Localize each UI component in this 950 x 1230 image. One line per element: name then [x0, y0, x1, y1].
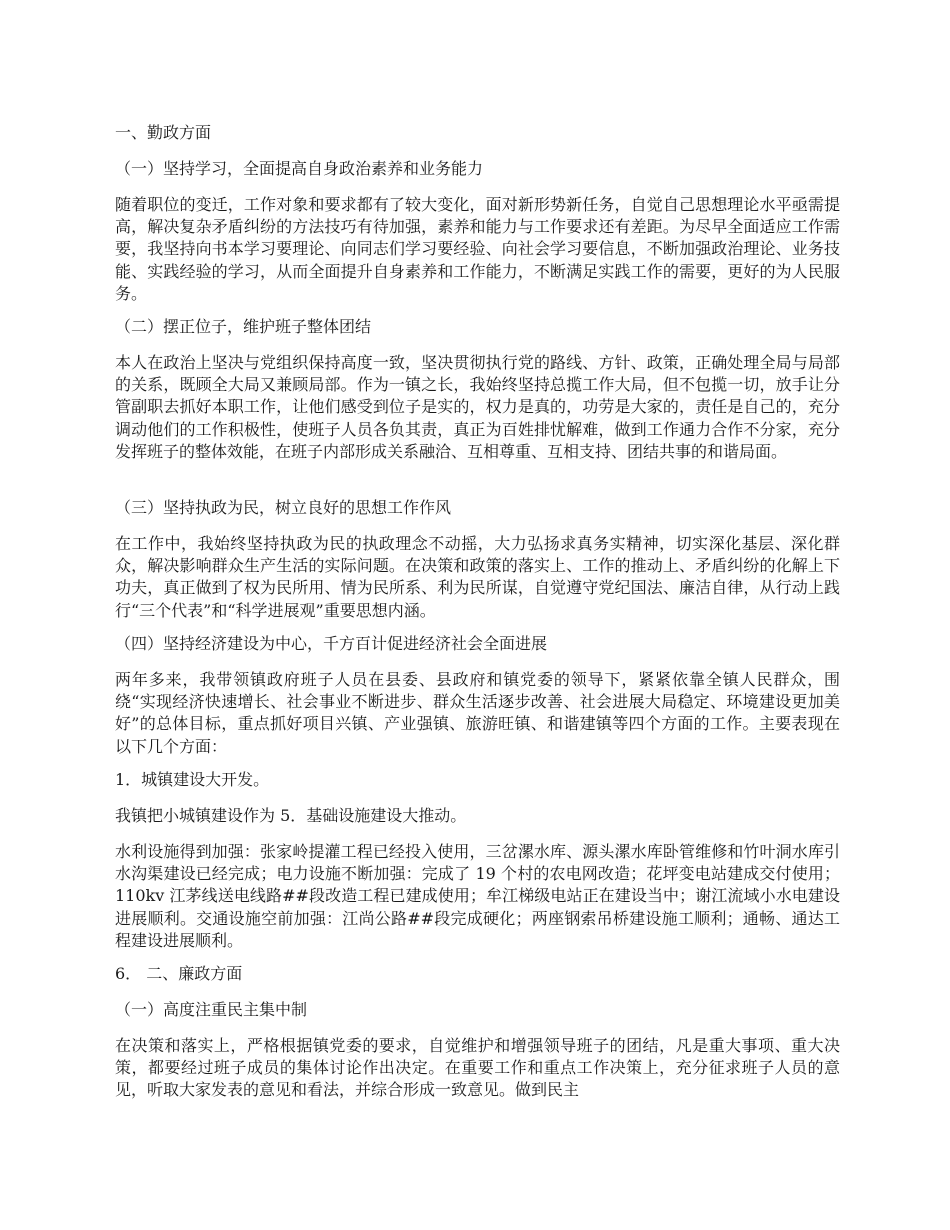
document-body	[115, 122, 840, 1113]
paragraph-infrastructure: 水利设施得到加强：张家岭提灌工程已经投入使用，三岔漯水库、源头漯水库卧管维修和竹叶洞水库引水沟渠建设已经完成；电力设施不断加强：完成了 19 个村的农电网改造；花坪变电站建成交付使用；110kv 江茅线送电线路##段改造工程已建成使用；牟江梯级电站正在建设当中；谢江流域小水电建设进展顺利。交通设施空前加强：江尚公路##段完成硬化；两座钢索吊桥建设施工顺利；通畅、通达工程建设进展顺利。	[115, 842, 840, 950]
list-item-infrastructure: 我镇把小城镇建设作为 5．基础设施建设大推动。	[115, 806, 467, 825]
section-heading-integrity: 6． 二、廉政方面	[115, 964, 243, 983]
paragraph-democratic-centralism: 在决策和落实上，严格根据镇党委的要求，自觉维护和增强领导班子的团结，凡是重大事项、重大决策，都要经过班子成员的集体讨论作出决定。在重要工作和重点工作决策上，充分征求班子人员的意见，听取大家发表的意见和看法，并综合形成一致意见。做到民主	[115, 1036, 840, 1100]
paragraph-people: 在工作中，我始终坚持执政为民的执政理念不动摇，大力弘扬求真务实精神，切实深化基层、深化群众，解决影响群众生产生活的实际问题。在决策和政策的落实上、工作的推动上、矛盾纠纷的化解上下功夫，真正做到了权为民所用、情为民所系、利为民所谋，自觉遵守党纪国法、廉洁自律，从行动上践行“三个代表”和“科学进展观”重要思想内涵。	[115, 534, 840, 620]
subheading-democratic-centralism: （一）高度注重民主集中制	[115, 1000, 308, 1019]
subheading-economy: （四）坚持经济建设为中心，千方百计促进经济社会全面进展	[115, 634, 548, 653]
paragraph-unity: 本人在政治上坚决与党组织保持高度一致，坚决贯彻执行党的路线、方针、政策，正确处理全局与局部的关系，既顾全大局又兼顾局部。作为一镇之长，我始终坚持总揽工作大局，但不包揽一切，放手让分管副职去抓好本职工作，让他们感受到位子是实的，权力是真的，功劳是大家的，责任是自己的，充分调动他们的工作积极性，使班子人员各负其责，真正为百姓排忧解难，做到工作通力合作不分家，充分发挥班子的整体效能，在班子内部形成关系融洽、互相尊重、互相支持、团结共事的和谐局面。	[115, 353, 840, 461]
subheading-study: （一）坚持学习，全面提高自身政治素养和业务能力	[115, 159, 484, 178]
section-heading-diligence: 一、勤政方面	[115, 123, 212, 142]
paragraph-economy: 两年多来，我带领镇政府班子人员在县委、县政府和镇党委的领导下，紧紧依靠全镇人民群众，围绕“实现经济快速增长、社会事业不断进步、群众生活逐步改善、社会进展大局稳定、环境建设更加美好”的总体目标，重点抓好项目兴镇、产业强镇、旅游旺镇、和谐建镇等四个方面的工作。主要表现在以下几个方面：	[115, 670, 840, 756]
list-item-town-construction: 1．城镇建设大开发。	[115, 770, 270, 789]
subheading-unity: （二）摆正位子，维护班子整体团结	[115, 317, 372, 336]
paragraph-study: 随着职位的变迁，工作对象和要求都有了较大变化，面对新形势新任务，自觉自己思想理论水平亟需提高，解决复杂矛盾纠纷的方法技巧有待加强，素养和能力与工作要求还有差距。为尽早全面适应工作需要，我坚持向书本学习要理论、向同志们学习要经验、向社会学习要信息，不断加强政治理论、业务技能、实践经验的学习，从而全面提升自身素养和工作能力，不断满足实践工作的需要，更好的为人民服务。	[115, 195, 840, 303]
subheading-people: （三）坚持执政为民，树立良好的思想工作作风	[115, 498, 452, 517]
